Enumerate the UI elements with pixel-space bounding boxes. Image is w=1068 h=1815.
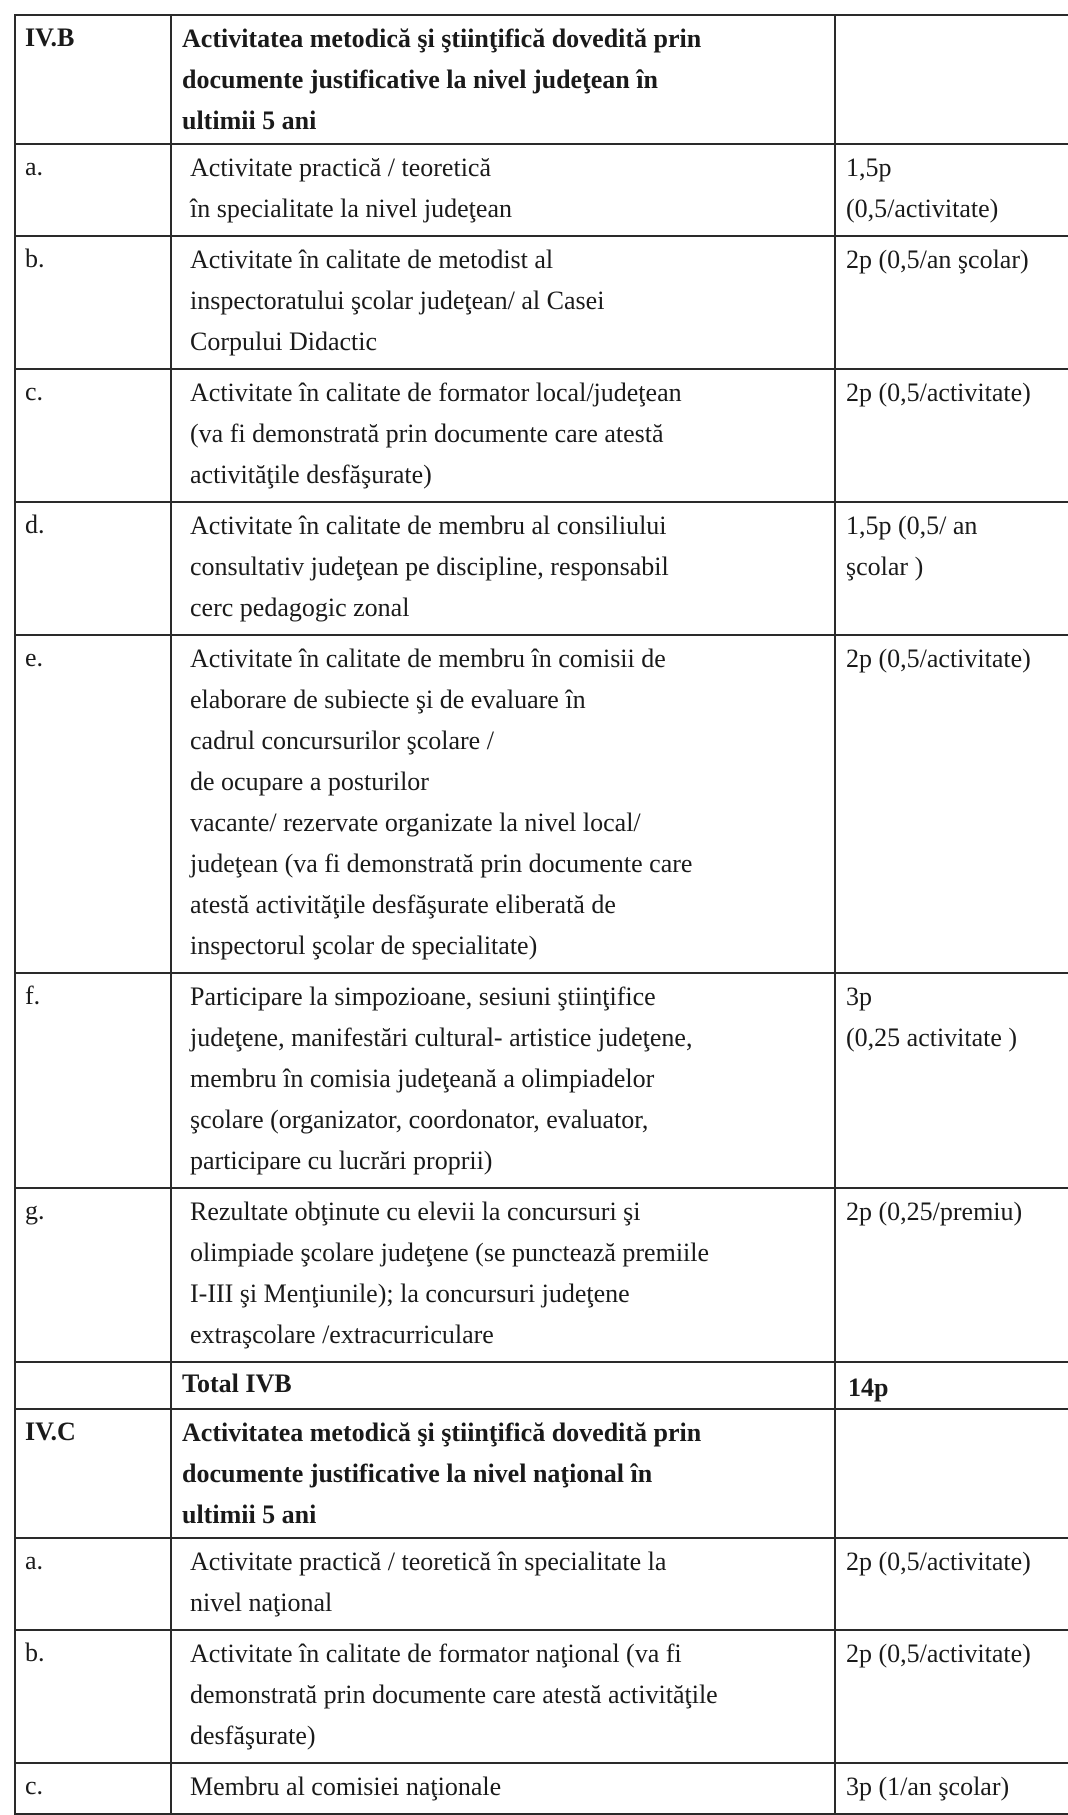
table-row [15, 1630, 1068, 1763]
section-title-line: Activitatea metodică şi ştiinţifică dovedită prin [182, 24, 702, 53]
section-title-line: Activitatea metodică şi ştiinţifică dovedită prin [182, 1418, 702, 1447]
item-letter: c. [15, 369, 171, 502]
description-line: judeţean (va fi demonstrată prin documente care [190, 849, 693, 878]
item-description [171, 1763, 835, 1814]
description-line: Activitate în calitate de metodist al [190, 245, 554, 274]
points-line: (0,5/activitate) [846, 194, 999, 223]
description-line: nivel naţional [190, 1588, 333, 1617]
description-line: activităţile desfăşurate) [190, 460, 432, 489]
description-line: vacante/ rezervate organizate la nivel local/ [190, 808, 641, 837]
item-points [835, 635, 1068, 973]
item-points [835, 236, 1068, 369]
item-description [171, 1630, 835, 1763]
table-row [15, 1188, 1068, 1362]
section-code: IV.C [15, 1409, 171, 1538]
description-line: Membru al comisiei naţionale [190, 1772, 502, 1801]
points-line: şcolar ) [846, 552, 924, 581]
item-points [835, 369, 1068, 502]
points-line: 2p (0,5/activitate) [846, 1547, 1031, 1576]
section-header-row [15, 1409, 1068, 1538]
description-line: Activitate în calitate de formator naţional (va fi [190, 1639, 682, 1668]
table-row [15, 973, 1068, 1188]
table-row [15, 1763, 1068, 1814]
item-letter: b. [15, 236, 171, 369]
item-points [835, 1630, 1068, 1763]
section-title-line: documente justificative la nivel judeţean în [182, 65, 658, 94]
section-title-line: ultimii 5 ani [182, 106, 317, 135]
item-description [171, 1538, 835, 1630]
total-code-cell [15, 1362, 171, 1409]
description-line: Activitate practică / teoretică [190, 153, 491, 182]
item-description [171, 973, 835, 1188]
points-line: 3p [846, 982, 872, 1011]
description-line: membru în comisia judeţeană a olimpiadelor [190, 1064, 655, 1093]
section-code: IV.B [15, 15, 171, 144]
section-title-line: ultimii 5 ani [182, 1500, 317, 1529]
item-letter: d. [15, 502, 171, 635]
description-line: participare cu lucrări proprii) [190, 1146, 493, 1175]
description-line: cerc pedagogic zonal [190, 593, 410, 622]
criteria-table [14, 14, 1068, 1815]
points-line: 2p (0,25/premiu) [846, 1197, 1023, 1226]
item-letter: c. [15, 1763, 171, 1814]
description-line: consultativ judeţean pe discipline, responsabil [190, 552, 669, 581]
item-letter: a. [15, 144, 171, 236]
item-points [835, 1188, 1068, 1362]
description-line: şcolare (organizator, coordonator, evaluator, [190, 1105, 649, 1134]
description-line: atestă activităţile desfăşurate eliberată de [190, 890, 616, 919]
points-line: 3p (1/an şcolar) [846, 1772, 1010, 1801]
points-line: (0,25 activitate ) [846, 1023, 1018, 1052]
item-description [171, 1188, 835, 1362]
item-letter: b. [15, 1630, 171, 1763]
description-line: în specialitate la nivel judeţean [190, 194, 512, 223]
item-points [835, 502, 1068, 635]
description-line: desfăşurate) [190, 1721, 316, 1750]
section-points-cell [835, 15, 1068, 144]
table-row [15, 144, 1068, 236]
description-line: (va fi demonstrată prin documente care atestă [190, 419, 664, 448]
description-line: inspectoratului şcolar judeţean/ al Casei [190, 286, 605, 315]
description-line: I-III şi Menţiunile); la concursuri judeţene [190, 1279, 630, 1308]
description-line: Activitate în calitate de membru al consiliului [190, 511, 667, 540]
item-points [835, 144, 1068, 236]
description-line: elaborare de subiecte şi de evaluare în [190, 685, 586, 714]
description-line: Activitate în calitate de membru în comisii de [190, 644, 666, 673]
item-points [835, 1763, 1068, 1814]
description-line: Activitate practică / teoretică în specialitate la [190, 1547, 667, 1576]
description-line: judeţene, manifestări cultural- artistice judeţene, [190, 1023, 693, 1052]
description-line: inspectorul şcolar de specialitate) [190, 931, 538, 960]
points-line: 2p (0,5/an şcolar) [846, 245, 1029, 274]
description-line: cadrul concursurilor şcolare / [190, 726, 494, 755]
section-header-row [15, 15, 1068, 144]
table-row [15, 369, 1068, 502]
section-points-cell [835, 1409, 1068, 1538]
item-points [835, 973, 1068, 1188]
total-row [15, 1362, 1068, 1409]
description-line: Activitate în calitate de formator local/judeţean [190, 378, 682, 407]
description-line: de ocupare a posturilor [190, 767, 429, 796]
table-row [15, 236, 1068, 369]
description-line: olimpiade şcolare judeţene (se punctează premiile [190, 1238, 710, 1267]
item-letter: g. [15, 1188, 171, 1362]
description-line: Corpului Didactic [190, 327, 378, 356]
item-letter: f. [15, 973, 171, 1188]
description-line: Rezultate obţinute cu elevii la concursuri şi [190, 1197, 641, 1226]
item-description [171, 502, 835, 635]
description-line: extraşcolare /extracurriculare [190, 1320, 494, 1349]
item-letter: a. [15, 1538, 171, 1630]
section-title-line: documente justificative la nivel naţional în [182, 1459, 653, 1488]
section-title [171, 1409, 835, 1538]
total-label: Total IVB [171, 1362, 835, 1409]
item-points [835, 1538, 1068, 1630]
item-letter: e. [15, 635, 171, 973]
item-description [171, 236, 835, 369]
points-line: 1,5p [846, 153, 892, 182]
description-line: Participare la simpozioane, sesiuni ştiinţifice [190, 982, 656, 1011]
points-line: 2p (0,5/activitate) [846, 378, 1031, 407]
points-line: 2p (0,5/activitate) [846, 644, 1031, 673]
total-points: 14p [835, 1362, 1068, 1409]
item-description [171, 369, 835, 502]
description-line: demonstrată prin documente care atestă activităţile [190, 1680, 718, 1709]
item-description [171, 144, 835, 236]
table-row [15, 502, 1068, 635]
points-line: 1,5p (0,5/ an [846, 511, 978, 540]
section-title [171, 15, 835, 144]
item-description [171, 635, 835, 973]
table-row [15, 1538, 1068, 1630]
points-line: 2p (0,5/activitate) [846, 1639, 1031, 1668]
table-row [15, 635, 1068, 973]
